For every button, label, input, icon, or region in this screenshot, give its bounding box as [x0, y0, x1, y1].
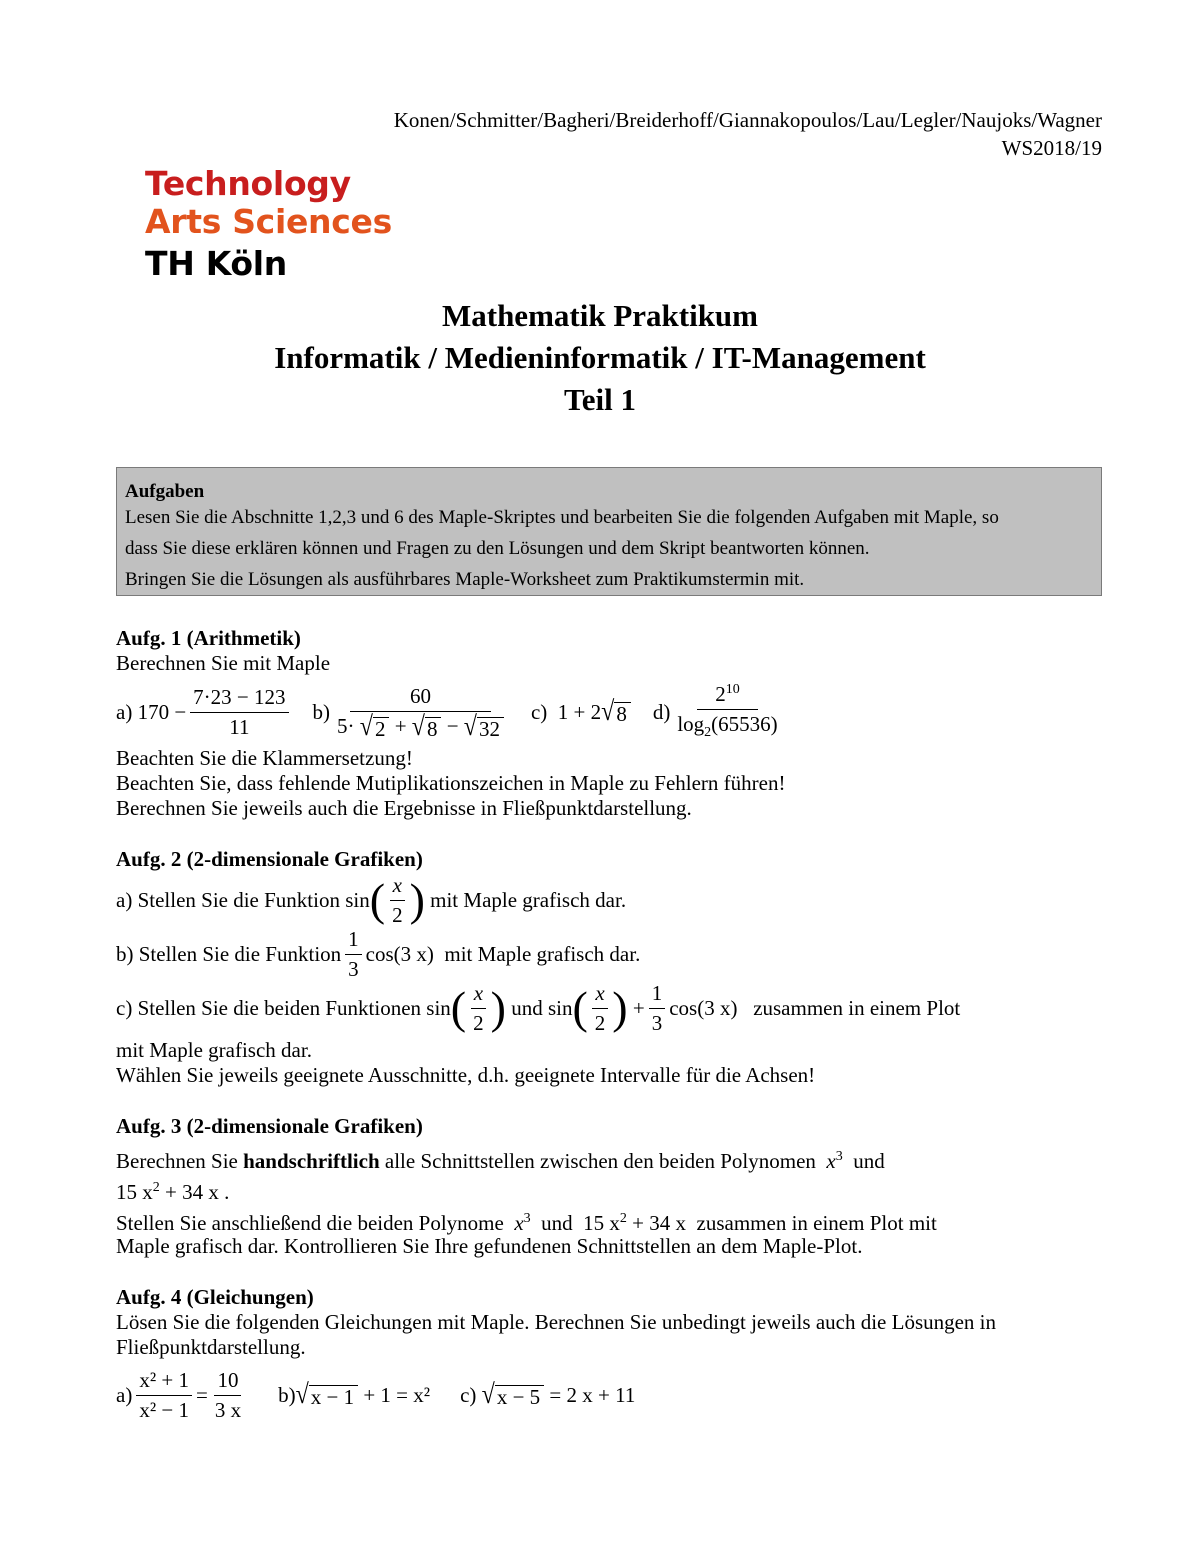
task3-line-2: 15 $x^2 + 34$ x .	[116, 1180, 230, 1204]
task4-heading: Aufg. 4 (Gleichungen)	[116, 1285, 314, 1309]
task1-note-2: Beachten Sie, dass fehlende Mutiplikationszeichen in Maple zu Fehlern führen!	[116, 771, 786, 795]
one-third-fraction: $\frac{1}{3}$	[649, 981, 666, 1036]
task1-d-numerator: $2^{10}$	[697, 682, 758, 710]
semester-line: WS2018/19	[1001, 136, 1102, 160]
task3-line-1: Berechnen Sie handschriftlich alle Schnittstellen zwischen den beiden Polynomen $x^3$ und	[116, 1149, 885, 1173]
task1-b-numerator: 60	[350, 684, 491, 712]
task4-a-left-fraction: $\frac{\text{x² + 1}}{\text{x² − 1}}$	[136, 1368, 192, 1423]
sqrt-2: √ 2	[360, 715, 390, 740]
sqrt-8: √ 8	[412, 715, 442, 740]
task1-a-lead: 170 −	[137, 699, 187, 724]
task3-heading: Aufg. 3 (2-dimensionale Grafiken)	[116, 1114, 423, 1138]
task2-c-und: und sin	[511, 995, 573, 1020]
task2-a-text: a) Stellen Sie die Funktion sin	[116, 887, 370, 912]
task1-a-fraction	[190, 685, 288, 740]
sqrt-32: √ 32	[464, 715, 504, 740]
instructions-heading: Aufgaben	[125, 481, 205, 502]
task2-heading: Aufg. 2 (2-dimensionale Grafiken)	[116, 847, 423, 871]
task1-a-denominator: 11	[229, 714, 250, 739]
task1-b-label: b)	[312, 699, 331, 724]
task1-c-label: c)	[530, 699, 548, 724]
plus-sign: +	[632, 995, 645, 1020]
instructions-line-1: Lesen Sie die Abschnitte 1,2,3 und 6 des Maple-Skriptes und bearbeiten Sie die folgenden Aufgaben mit Maple, so	[125, 507, 999, 528]
logo-th-koeln: TH Köln	[145, 244, 287, 283]
x-over-2-fraction: $\frac{x}{2}$	[470, 981, 487, 1036]
task1-b-den-factor: 5·	[337, 713, 355, 738]
task1-a-numerator: 7·23 − 123	[190, 685, 288, 713]
task2-note: Wählen Sie jeweils geeignete Ausschnitte, d.h. geeignete Intervalle für die Achsen!	[116, 1063, 816, 1087]
sqrt-x-minus-5: √ x − 5	[482, 1383, 545, 1408]
task1-d-denominator: $\log_2(65536)$	[677, 712, 778, 741]
task2-a-post: mit Maple grafisch dar.	[430, 887, 627, 912]
task1-c-expr: 1 + 2	[557, 699, 602, 724]
equals-sign: =	[195, 1382, 208, 1407]
task3-line-4: Maple grafisch dar. Kontrollieren Sie Ihre gefundenen Schnittstellen an dem Maple-Plot.	[116, 1234, 863, 1258]
task2-c-text: c) Stellen Sie die beiden Funktionen sin	[116, 995, 451, 1020]
task1-b-denominator	[334, 712, 507, 741]
task1-d-fraction	[674, 682, 780, 741]
instructions-box	[116, 467, 1102, 596]
task4-equations	[116, 1366, 635, 1424]
task4-c-label: c)	[460, 1382, 477, 1407]
task1-a-label: a)	[116, 699, 133, 724]
task2-b-post: mit Maple grafisch dar.	[444, 941, 641, 966]
x-over-2-fraction: $\frac{x}{2}$	[592, 981, 609, 1036]
task1-d-label: d)	[652, 699, 671, 724]
task2-b-text: b) Stellen Sie die Funktion	[116, 941, 342, 966]
task1-heading: Aufg. 1 (Arithmetik)	[116, 626, 301, 650]
task1-b-fraction	[334, 684, 507, 741]
task2-line-c: c) Stellen Sie die beiden Funktionen sin ( $\frac{x}{2}$ ) und sin ( $\frac{x}{2}$ ) + $\frac{1}{3}$ cos(3 x) zusammen in einem Plot	[116, 980, 961, 1035]
bold-handschriftlich: handschriftlich	[243, 1149, 380, 1173]
cos-3x: cos(3 x)	[365, 941, 434, 966]
logo-arts-sciences: Arts Sciences	[145, 202, 392, 241]
task1-intro: Berechnen Sie mit Maple	[116, 651, 331, 675]
logo-technology: Technology	[145, 164, 351, 203]
minus-sign: −	[446, 713, 459, 738]
instructions-line-3: Bringen Sie die Lösungen als ausführbares Maple-Worksheet zum Praktikumstermin mit.	[125, 569, 805, 590]
one-third-fraction: $\frac{1}{3}$	[345, 927, 362, 982]
title-line-2: Informatik / Medieninformatik / IT-Management	[274, 340, 926, 375]
authors-line: Konen/Schmitter/Bagheri/Breiderhoff/Giannakopoulos/Lau/Legler/Naujoks/Wagner	[393, 108, 1102, 132]
task3-line-3: Stellen Sie anschließend die beiden Polynome $x^3$ und 15 $x^2 + 34$ x zusammen in einem Plot mit	[116, 1211, 937, 1235]
task2-c-line-2: mit Maple grafisch dar.	[116, 1038, 312, 1062]
x-over-2-fraction: $\frac{x}{2}$	[389, 873, 406, 928]
task1-note-3: Berechnen Sie jeweils auch die Ergebnisse in Fließpunktdarstellung.	[116, 796, 692, 820]
cos-3x: cos(3 x)	[669, 995, 738, 1020]
task4-a-right-fraction: $\frac{10}{3 x}$	[214, 1367, 242, 1422]
title-line-3: Teil 1	[563, 382, 637, 417]
task4-a-label: a)	[116, 1382, 133, 1407]
task1-note-1: Beachten Sie die Klammersetzung!	[116, 746, 413, 770]
task4-line-2: Fließpunktdarstellung.	[116, 1335, 306, 1359]
task2-line-a: a) Stellen Sie die Funktion sin ( $\frac{x}{2}$ ) mit Maple grafisch dar.	[116, 872, 627, 927]
instructions-line-2: dass Sie diese erklären können und Fragen zu den Lösungen und dem Skript beantworten können.	[125, 538, 870, 559]
plus-sign: +	[394, 713, 407, 738]
task4-b-rest: + 1 = x²	[363, 1382, 431, 1407]
task2-line-b	[116, 928, 640, 980]
task4-line-1: Lösen Sie die folgenden Gleichungen mit Maple. Berechnen Sie unbedingt jeweils auch die Lösungen in	[116, 1310, 997, 1334]
sqrt-8-c: √ 8	[601, 700, 631, 725]
task4-b-label: b)	[278, 1382, 296, 1407]
task2-c-post: zusammen in einem Plot	[753, 995, 961, 1020]
sqrt-x-minus-1: √ x − 1	[296, 1383, 359, 1408]
task4-c-rest: = 2 x + 11	[549, 1382, 636, 1407]
title-line-1: Mathematik Praktikum	[441, 298, 758, 333]
task1-expressions	[116, 680, 785, 744]
